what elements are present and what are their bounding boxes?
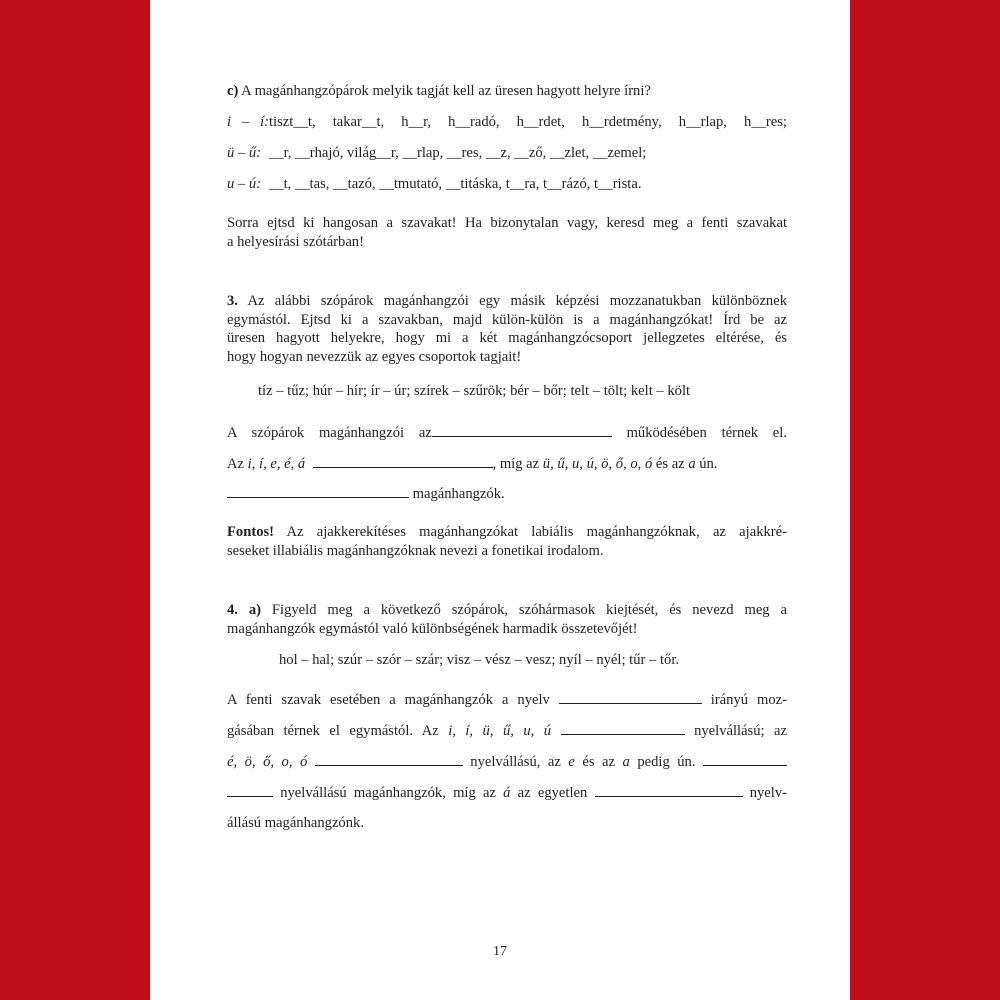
- row-words: __r, __rhajó, világ__r, __rlap, __res, __z, __ző, __zlet, __zemel;: [269, 145, 647, 161]
- answer-blank[interactable]: [432, 423, 612, 437]
- task-4a-fill-line-1: A fenti szavak esetében a magánhangzók a nyelv irányú moz-: [227, 692, 787, 708]
- exercise-row-i: [227, 113, 787, 132]
- answer-blank[interactable]: [227, 783, 273, 797]
- paragraph-line: Sorra ejtsd ki hangosan a szavakat! Ha bizonytalan vagy, keresd meg a fenti szavakat: [227, 215, 787, 231]
- answer-blank[interactable]: [313, 454, 493, 468]
- page-number: 17: [493, 944, 507, 959]
- paragraph-line: seseket illabiális magánhangzóknak nevezi a fonetikai irodalom.: [227, 542, 604, 559]
- task-4a-paragraph: [227, 601, 787, 638]
- question-c: [227, 82, 651, 101]
- paragraph-line: magánhangzók egymástól való különbségének harmadik összetevőjét!: [227, 620, 638, 637]
- paragraph-line: egymástól. Ejtsd ki a szavakban, majd külön-külön is a magánhangzókat! Írd be az: [227, 311, 787, 328]
- row-label: ü – ű:: [227, 145, 262, 161]
- answer-blank[interactable]: [315, 752, 463, 766]
- exercise-row-u-umlaut: [227, 144, 646, 163]
- paragraph-line: hogy hogyan nevezzük az egyes csoportok tagjait!: [227, 348, 522, 365]
- row-words: __t, __tas, __tazó, __tmutató, __titáska, t__ra, t__rázó, t__rista.: [269, 176, 642, 192]
- row-label: u – ú:: [227, 176, 262, 192]
- task-3-fill-line-2: Az i, í, e, é, á , míg az ü, ű, u, ú, ö, ő, o, ó és az a ún.: [227, 456, 718, 472]
- instruction-paragraph: [227, 214, 787, 251]
- note-paragraph: [227, 523, 787, 560]
- paragraph-line: 4. a) Figyeld meg a következő szópárok, szóhármasok kiejtését, és nevezd meg a: [227, 602, 787, 618]
- answer-blank[interactable]: [227, 484, 409, 498]
- paragraph-line: Fontos! Az ajakkerekítéses magánhangzókat labiális magánhangzóknak, az ajakkré-: [227, 524, 787, 540]
- row-label: i – í:: [227, 114, 269, 130]
- task-3-marker: 3.: [227, 293, 238, 309]
- paragraph-line: a helyesírási szótárban!: [227, 233, 364, 250]
- row-words: tiszt__t, takar__t, h__r, h__radó, h__rdet, h__rdetmény, h__rlap, h__res;: [269, 114, 787, 130]
- task-3-fill-line-3: magánhangzók.: [227, 484, 505, 504]
- book-page: [150, 0, 850, 1000]
- task-4a-examples: hol – hal; szúr – szór – szár; visz – vész – vesz; nyíl – nyél; tűr – tőr.: [279, 652, 680, 668]
- task-4a-fill-line-2: gásában térnek el egymástól. Az i, í, ü, ű, u, ú nyelvállású; az: [227, 723, 788, 739]
- task-4a-fill-line-4: nyelvállású magánhangzók, míg az á az egyetlen nyelv-: [227, 783, 787, 803]
- task-4a-fill-line-5: állású magánhangzónk.: [227, 815, 364, 831]
- answer-blank[interactable]: [595, 783, 743, 797]
- note-marker: Fontos!: [227, 524, 275, 540]
- question-c-text: A magánhangzópárok melyik tagját kell az üresen hagyott helyre írni?: [238, 83, 651, 99]
- exercise-row-u: [227, 175, 641, 194]
- answer-blank[interactable]: [559, 690, 702, 704]
- task-4a-marker: 4. a): [227, 602, 262, 618]
- task-3-paragraph: [227, 292, 787, 366]
- answer-blank[interactable]: [561, 721, 685, 735]
- task-3-examples: tíz – tűz; húr – hír; ír – úr; szírek – szűrök; bér – bőr; telt – tölt; kelt – költ: [258, 383, 691, 399]
- question-c-marker: c): [227, 83, 239, 99]
- task-3-fill-line-1: A szópárok magánhangzói az működésében térnek el.: [227, 425, 787, 441]
- answer-blank[interactable]: [703, 752, 787, 766]
- paragraph-line: 3. Az alábbi szópárok magánhangzói egy másik képzési mozzanatukban különböznek: [227, 293, 787, 309]
- paragraph-line: üresen hagyott helyekre, hogy mi a két magánhangzócsoport jellegzetes eltérése, és: [227, 330, 787, 346]
- task-4a-fill-line-3: é, ö, ő, o, ó nyelvállású, az e és az a pedig ún.: [227, 752, 787, 772]
